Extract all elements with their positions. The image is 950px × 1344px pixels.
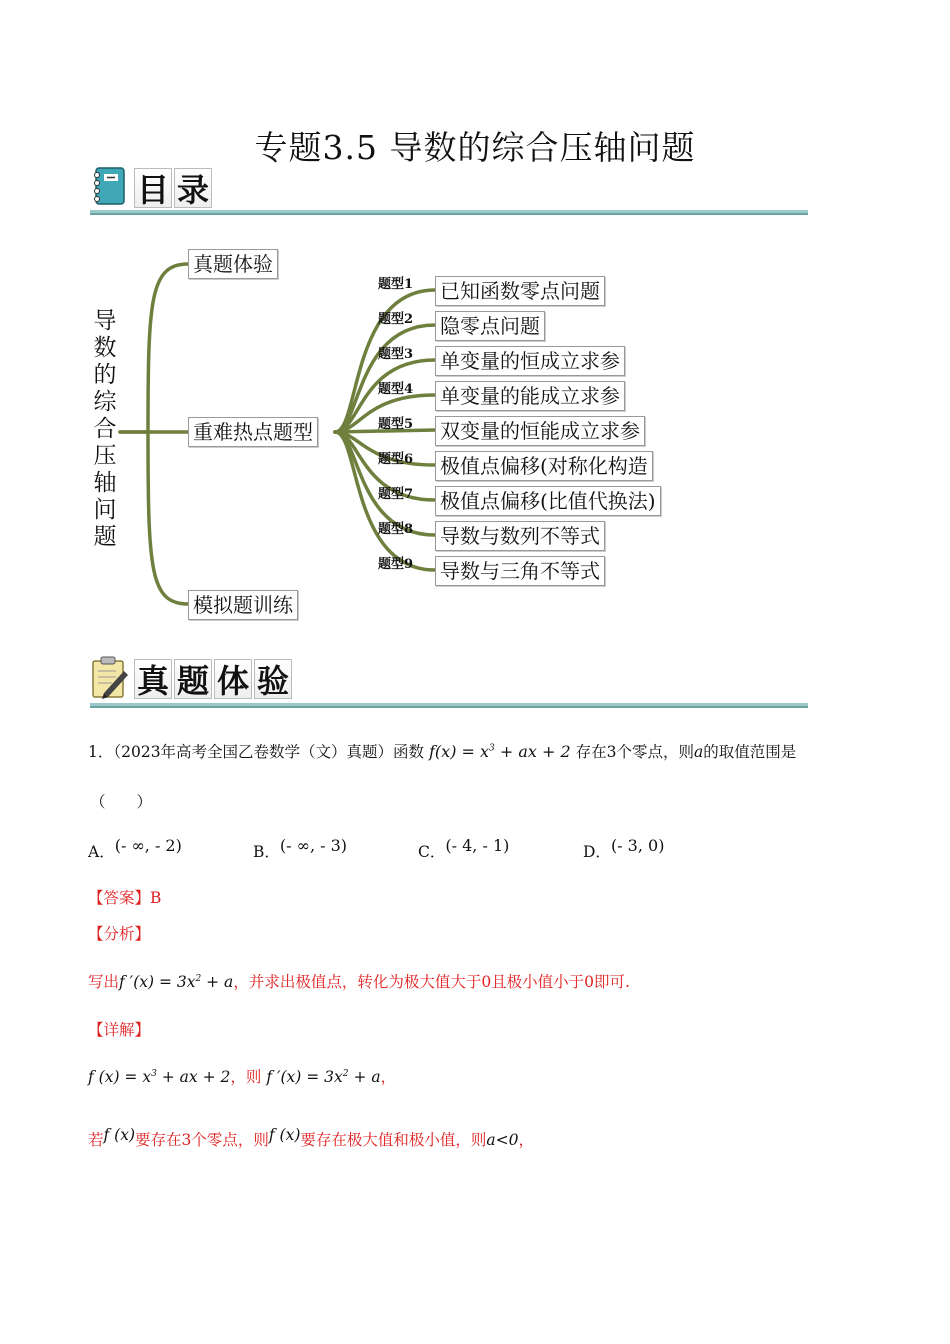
type-item[interactable]: 隐零点问题 — [435, 311, 545, 341]
section-heading-char: 真 — [134, 659, 172, 699]
root-char: 轴 — [93, 470, 117, 496]
analysis-label: 【分析】 — [88, 925, 151, 943]
clipboard-pen-icon — [90, 655, 130, 699]
type-tag: 题型6 — [378, 452, 414, 467]
type-tag: 题型2 — [378, 312, 414, 327]
problem-var: a — [693, 743, 704, 761]
type-item[interactable]: 单变量的能成立求参 — [435, 381, 625, 411]
type-item[interactable]: 极值点偏移(比值代换法) — [435, 486, 661, 516]
type-tag: 题型8 — [378, 522, 414, 537]
option-c[interactable] — [418, 836, 509, 862]
problem-tail2: 的取值范围是 — [703, 743, 797, 761]
problem-stem — [88, 740, 796, 762]
branch-key-types[interactable]: 重难热点题型 — [188, 417, 318, 447]
detail-line-1: f $(x) = x^3$ + ax + 2，则 f $'(x) = 3x^2 + a$， — [88, 1068, 397, 1086]
problem-tail: 存在3个零点，则 — [575, 743, 694, 761]
toc-heading-char: 目 — [134, 168, 172, 208]
option-b[interactable] — [253, 836, 347, 862]
root-char: 题 — [93, 524, 117, 550]
section-heading-char: 验 — [254, 659, 292, 699]
type-item[interactable]: 双变量的恒能成立求参 — [435, 416, 645, 446]
toc-heading-char: 录 — [174, 168, 212, 208]
detail-label: 【详解】 — [88, 1021, 151, 1039]
option-a[interactable] — [88, 836, 182, 862]
branch-mock-training[interactable]: 模拟题训练 — [188, 590, 298, 620]
type-tag: 题型9 — [378, 557, 414, 572]
root-char: 合 — [93, 416, 117, 442]
type-tag: 题型1 — [378, 277, 414, 292]
branch-line — [148, 432, 188, 604]
option-value: (- ∞, - 3) — [279, 836, 348, 855]
branch-real-exam[interactable]: 真题体验 — [188, 249, 278, 279]
answer-paren: （ ） — [90, 793, 153, 811]
section-heading-char: 题 — [174, 659, 212, 699]
mindmap-root — [90, 308, 120, 551]
option-letter: A． — [88, 843, 115, 861]
option-letter: C． — [418, 843, 446, 861]
real-exam-heading — [90, 655, 294, 699]
root-char: 综 — [93, 389, 117, 415]
option-value: (- 3, 0) — [610, 836, 665, 855]
analysis-math: f $'(x) = 3x^2 + a$ — [119, 973, 234, 991]
root-char: 问 — [93, 497, 117, 523]
problem-intro: 1．（2023年高考全国乙卷数学（文）真题）函数 — [88, 743, 425, 761]
type-item[interactable]: 导数与三角不等式 — [435, 556, 605, 586]
option-letter: B． — [253, 843, 280, 861]
root-char: 导 — [93, 308, 117, 334]
type-item[interactable]: 极值点偏移(对称化构造 — [435, 451, 653, 481]
type-tag: 题型4 — [378, 382, 414, 397]
type-item[interactable]: 导数与数列不等式 — [435, 521, 605, 551]
root-char: 压 — [93, 443, 117, 469]
analysis-line: 写出f $'(x) = 3x^2 + a$，并求出极值点，转化为极大值大于0且极小值小于0即可. — [88, 973, 630, 991]
answer-label: 【答案】B — [88, 889, 162, 907]
type-item[interactable]: 已知函数零点问题 — [435, 276, 605, 306]
option-value: (- 4, - 1) — [445, 836, 510, 855]
branch-line — [120, 264, 188, 432]
option-value: (- ∞, - 2) — [114, 836, 182, 855]
detail-math: f $(x) = x^3$ + ax + 2 — [88, 1068, 231, 1086]
type-tag: 题型5 — [378, 417, 414, 432]
root-char: 数 — [93, 335, 117, 361]
option-d[interactable] — [583, 836, 664, 862]
option-letter: D． — [583, 843, 611, 861]
section-heading-char: 体 — [214, 659, 252, 699]
root-char: 的 — [93, 362, 117, 388]
detail-line-2: 若f (x)要存在3个零点，则f (x)要存在极大值和极小值，则a<0， — [88, 1126, 535, 1149]
detail-math: f $'(x) = 3x^2 + a$ — [266, 1068, 381, 1086]
problem-function: $f(x) = x^3$ + ax + 2 — [429, 742, 571, 761]
type-tag: 题型3 — [378, 347, 414, 362]
page-title: 专题3.5 导数的综合压轴问题 — [254, 128, 696, 167]
section-divider — [90, 703, 808, 708]
type-tag: 题型7 — [378, 487, 414, 502]
type-item[interactable]: 单变量的恒成立求参 — [435, 346, 625, 376]
